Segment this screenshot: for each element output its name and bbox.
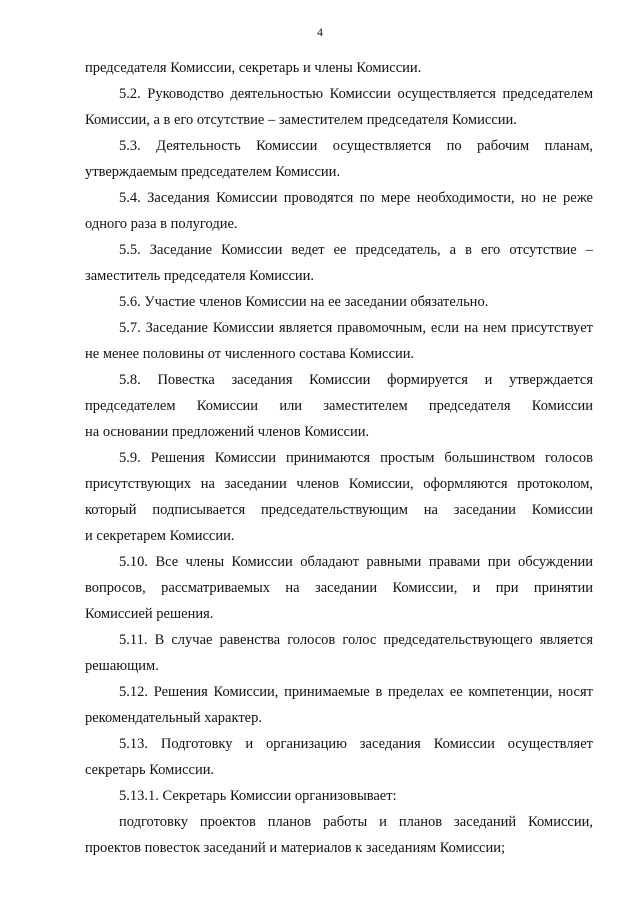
text-line: на основании предложений членов Комиссии. xyxy=(85,424,370,440)
text-line: утверждаемым председателем Комиссии. xyxy=(85,164,341,180)
text-line: 5.3. Деятельность Комиссии осуществляется по рабочим планам, xyxy=(119,138,593,154)
text-line: 5.2. Руководство деятельностью Комиссии осуществляется председателем xyxy=(119,86,593,102)
text-line: 5.6. Участие членов Комиссии на ее заседании обязательно. xyxy=(119,294,489,310)
text-line: 5.11. В случае равенства голосов голос председательствующего является xyxy=(119,632,593,648)
text-line: и секретарем Комиссии. xyxy=(85,528,235,544)
text-line: подготовку проектов планов работы и планов заседаний Комиссии, xyxy=(119,814,593,830)
text-line: рекомендательный характер. xyxy=(85,710,262,726)
text-line: председателем Комиссии или заместителем председателя Комиссии xyxy=(85,398,593,414)
text-line: 5.10. Все члены Комиссии обладают равными правами при обсуждении xyxy=(119,554,593,570)
text-line: 5.12. Решения Комиссии, принимаемые в пределах ее компетенции, носят xyxy=(119,684,593,700)
text-line: не менее половины от численного состава Комиссии. xyxy=(85,346,415,362)
text-line: присутствующих на заседании членов Комиссии, оформляются протоколом, xyxy=(85,476,593,492)
text-line: секретарь Комиссии. xyxy=(85,762,215,778)
page-number: 4 xyxy=(317,25,323,39)
text-line: который подписывается председательствующим на заседании Комиссии xyxy=(85,502,593,518)
text-line: 5.8. Повестка заседания Комиссии формируется и утверждается xyxy=(119,372,593,388)
text-line: решающим. xyxy=(85,658,159,674)
text-line: проектов повесток заседаний и материалов к заседаниям Комиссии; xyxy=(85,840,505,856)
text-line: 5.9. Решения Комиссии принимаются простым большинством голосов xyxy=(119,450,593,466)
text-line: вопросов, рассматриваемых на заседании Комиссии, и при принятии xyxy=(85,580,593,596)
text-line: 5.13.1. Секретарь Комиссии организовывает: xyxy=(119,788,397,804)
text-line: Комиссией решения. xyxy=(85,606,214,622)
document-body xyxy=(85,55,593,861)
text-line: председателя Комиссии, секретарь и члены Комиссии. xyxy=(85,60,422,76)
text-line: Комиссии, а в его отсутствие – заместителем председателя Комиссии. xyxy=(85,112,517,128)
text-line: одного раза в полугодие. xyxy=(85,216,238,232)
text-line: 5.4. Заседания Комиссии проводятся по мере необходимости, но не реже xyxy=(119,190,593,206)
text-line: 5.13. Подготовку и организацию заседания Комиссии осуществляет xyxy=(119,736,593,752)
text-line: 5.5. Заседание Комиссии ведет ее председатель, а в его отсутствие – xyxy=(119,242,593,258)
text-line: 5.7. Заседание Комиссии является правомочным, если на нем присутствует xyxy=(119,320,593,336)
text-line: заместитель председателя Комиссии. xyxy=(85,268,315,284)
